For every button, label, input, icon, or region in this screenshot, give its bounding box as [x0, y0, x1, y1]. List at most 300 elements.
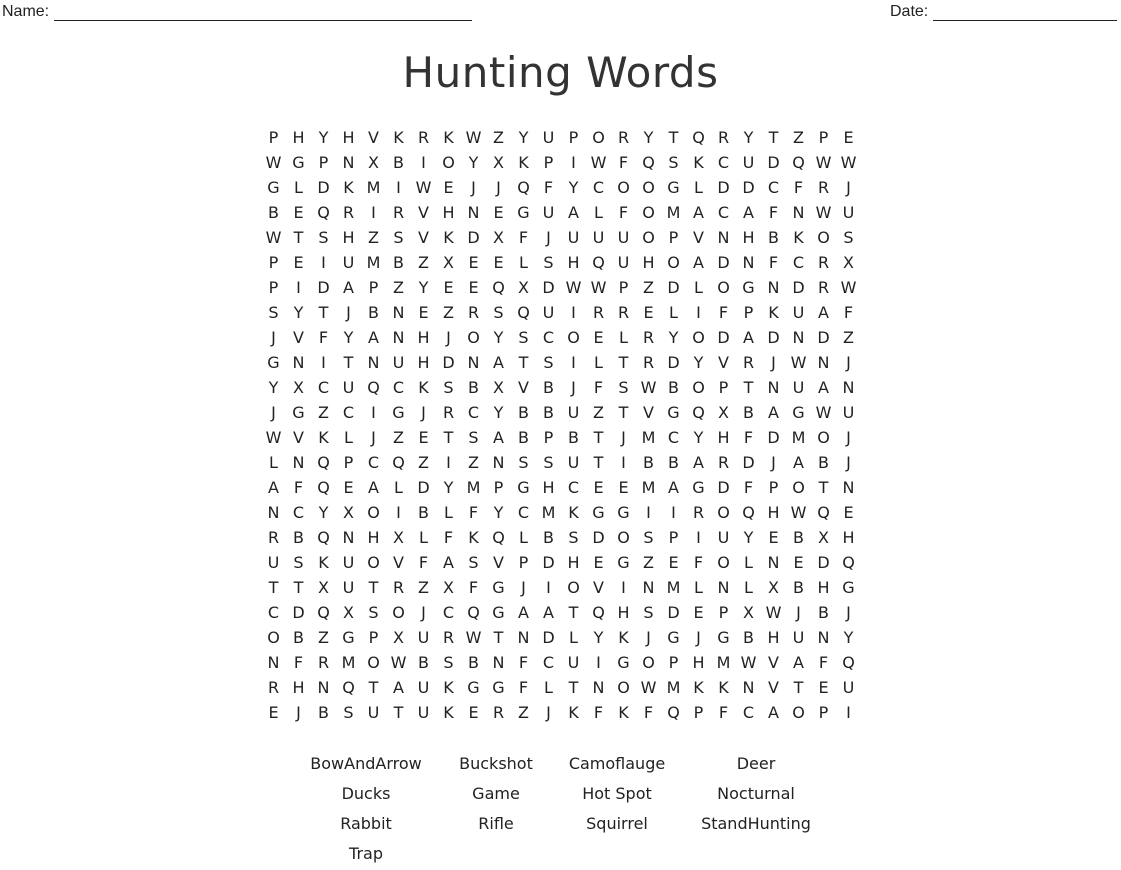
grid-letter[interactable]: S: [468, 428, 479, 447]
grid-letter[interactable]: E: [793, 553, 804, 572]
grid-letter[interactable]: U: [392, 353, 405, 372]
grid-letter[interactable]: B: [318, 703, 329, 722]
grid-letter[interactable]: J: [771, 353, 776, 372]
grid-letter[interactable]: Q: [692, 403, 705, 422]
grid-letter[interactable]: D: [742, 178, 755, 197]
grid-letter[interactable]: T: [443, 428, 454, 447]
grid-letter[interactable]: K: [768, 303, 779, 322]
grid-letter[interactable]: N: [767, 278, 780, 297]
grid-letter[interactable]: R: [442, 403, 455, 422]
grid-letter[interactable]: J: [646, 628, 651, 647]
grid-letter[interactable]: X: [493, 378, 504, 397]
grid-letter[interactable]: J: [846, 603, 851, 622]
grid-letter[interactable]: V: [518, 378, 529, 397]
grid-letter[interactable]: B: [268, 203, 279, 222]
grid-letter[interactable]: T: [518, 353, 529, 372]
grid-letter[interactable]: X: [343, 503, 354, 522]
grid-letter[interactable]: Y: [268, 378, 279, 397]
grid-letter[interactable]: N: [792, 203, 805, 222]
grid-letter[interactable]: H: [342, 128, 355, 147]
grid-letter[interactable]: W: [640, 678, 657, 697]
grid-letter[interactable]: P: [668, 653, 679, 672]
grid-letter[interactable]: F: [618, 203, 629, 222]
grid-letter[interactable]: W: [840, 153, 857, 172]
grid-letter[interactable]: O: [817, 228, 830, 247]
grid-letter[interactable]: H: [442, 203, 455, 222]
grid-letter[interactable]: C: [717, 153, 730, 172]
grid-letter[interactable]: B: [468, 653, 479, 672]
grid-letter[interactable]: N: [367, 353, 380, 372]
grid-letter[interactable]: R: [717, 128, 730, 147]
grid-letter[interactable]: R: [817, 278, 830, 297]
grid-letter[interactable]: N: [492, 653, 505, 672]
grid-letter[interactable]: F: [293, 653, 304, 672]
grid-letter[interactable]: E: [418, 303, 429, 322]
grid-letter[interactable]: S: [443, 378, 454, 397]
grid-letter[interactable]: G: [617, 503, 630, 522]
grid-letter[interactable]: N: [467, 353, 480, 372]
grid-letter[interactable]: S: [518, 328, 529, 347]
grid-letter[interactable]: D: [317, 278, 330, 297]
grid-letter[interactable]: W: [265, 228, 282, 247]
grid-letter[interactable]: N: [517, 628, 530, 647]
grid-letter[interactable]: B: [293, 528, 304, 547]
grid-letter[interactable]: I: [421, 153, 426, 172]
grid-letter[interactable]: L: [594, 203, 603, 222]
grid-letter[interactable]: I: [571, 303, 576, 322]
grid-letter[interactable]: K: [393, 128, 404, 147]
grid-letter[interactable]: L: [444, 503, 453, 522]
grid-letter[interactable]: Z: [418, 453, 429, 472]
grid-letter[interactable]: W: [590, 278, 607, 297]
grid-letter[interactable]: R: [817, 253, 830, 272]
grid-letter[interactable]: D: [817, 553, 830, 572]
grid-letter[interactable]: P: [543, 428, 554, 447]
grid-letter[interactable]: N: [742, 253, 755, 272]
grid-letter[interactable]: Q: [667, 703, 680, 722]
grid-letter[interactable]: T: [318, 303, 329, 322]
grid-letter[interactable]: O: [567, 328, 580, 347]
grid-letter[interactable]: B: [368, 303, 379, 322]
grid-letter[interactable]: A: [343, 278, 354, 297]
grid-letter[interactable]: R: [417, 128, 430, 147]
grid-letter[interactable]: E: [493, 253, 504, 272]
grid-letter[interactable]: D: [667, 603, 680, 622]
date-blank-line[interactable]: [933, 4, 1117, 21]
grid-letter[interactable]: U: [792, 303, 805, 322]
grid-letter[interactable]: N: [842, 478, 855, 497]
grid-letter[interactable]: A: [268, 478, 279, 497]
grid-letter[interactable]: V: [768, 653, 779, 672]
grid-letter[interactable]: U: [367, 703, 380, 722]
grid-letter[interactable]: S: [318, 228, 329, 247]
grid-letter[interactable]: Y: [693, 428, 704, 447]
grid-letter[interactable]: B: [418, 653, 429, 672]
grid-letter[interactable]: R: [592, 303, 605, 322]
grid-letter[interactable]: Y: [643, 128, 654, 147]
grid-letter[interactable]: Z: [393, 278, 404, 297]
grid-letter[interactable]: K: [443, 703, 454, 722]
grid-letter[interactable]: B: [743, 403, 754, 422]
grid-letter[interactable]: V: [593, 578, 604, 597]
grid-letter[interactable]: K: [568, 503, 579, 522]
grid-letter[interactable]: K: [443, 678, 454, 697]
grid-letter[interactable]: P: [618, 278, 629, 297]
grid-letter[interactable]: S: [468, 553, 479, 572]
grid-letter[interactable]: M: [366, 253, 381, 272]
grid-letter[interactable]: A: [693, 203, 704, 222]
grid-letter[interactable]: H: [767, 628, 780, 647]
grid-letter[interactable]: W: [840, 278, 857, 297]
grid-letter[interactable]: L: [594, 353, 603, 372]
grid-letter[interactable]: I: [371, 203, 376, 222]
grid-letter[interactable]: Y: [443, 478, 454, 497]
grid-letter[interactable]: C: [742, 703, 755, 722]
grid-letter[interactable]: J: [521, 578, 526, 597]
grid-letter[interactable]: E: [843, 128, 854, 147]
grid-letter[interactable]: G: [667, 628, 680, 647]
grid-letter[interactable]: C: [292, 503, 305, 522]
grid-letter[interactable]: D: [667, 353, 680, 372]
grid-letter[interactable]: C: [567, 478, 580, 497]
grid-letter[interactable]: A: [768, 703, 779, 722]
grid-letter[interactable]: S: [643, 603, 654, 622]
grid-letter[interactable]: U: [342, 253, 355, 272]
grid-letter[interactable]: Q: [392, 453, 405, 472]
grid-letter[interactable]: Z: [418, 253, 429, 272]
grid-letter[interactable]: E: [293, 253, 304, 272]
grid-letter[interactable]: T: [793, 678, 804, 697]
grid-letter[interactable]: R: [642, 353, 655, 372]
grid-letter[interactable]: D: [467, 228, 480, 247]
grid-letter[interactable]: J: [446, 328, 451, 347]
grid-letter[interactable]: P: [568, 128, 579, 147]
grid-letter[interactable]: J: [271, 328, 276, 347]
grid-letter[interactable]: D: [717, 178, 730, 197]
grid-letter[interactable]: R: [817, 178, 830, 197]
grid-letter[interactable]: T: [368, 578, 379, 597]
grid-letter[interactable]: E: [418, 428, 429, 447]
grid-letter[interactable]: C: [517, 503, 530, 522]
grid-letter[interactable]: A: [743, 203, 754, 222]
grid-letter[interactable]: K: [343, 178, 354, 197]
grid-letter[interactable]: U: [342, 553, 355, 572]
grid-letter[interactable]: F: [518, 653, 529, 672]
grid-letter[interactable]: A: [668, 478, 679, 497]
grid-letter[interactable]: B: [543, 403, 554, 422]
grid-letter[interactable]: B: [468, 378, 479, 397]
grid-letter[interactable]: N: [292, 453, 305, 472]
grid-letter[interactable]: Q: [592, 253, 605, 272]
grid-letter[interactable]: C: [367, 453, 380, 472]
grid-letter[interactable]: N: [767, 553, 780, 572]
grid-letter[interactable]: F: [518, 228, 529, 247]
grid-letter[interactable]: H: [842, 528, 855, 547]
grid-letter[interactable]: A: [793, 653, 804, 672]
grid-letter[interactable]: F: [593, 378, 604, 397]
grid-letter[interactable]: E: [618, 478, 629, 497]
grid-letter[interactable]: X: [818, 528, 829, 547]
grid-letter[interactable]: B: [518, 428, 529, 447]
grid-letter[interactable]: J: [846, 178, 851, 197]
grid-letter[interactable]: N: [492, 453, 505, 472]
grid-letter[interactable]: F: [293, 478, 304, 497]
grid-letter[interactable]: E: [268, 703, 279, 722]
grid-letter[interactable]: M: [666, 678, 681, 697]
grid-letter[interactable]: B: [768, 228, 779, 247]
grid-letter[interactable]: S: [543, 453, 554, 472]
grid-letter[interactable]: X: [443, 253, 454, 272]
grid-letter[interactable]: M: [666, 578, 681, 597]
grid-letter[interactable]: I: [396, 178, 401, 197]
grid-letter[interactable]: T: [568, 678, 579, 697]
grid-letter[interactable]: N: [767, 378, 780, 397]
grid-letter[interactable]: Q: [317, 603, 330, 622]
grid-letter[interactable]: E: [693, 603, 704, 622]
grid-letter[interactable]: A: [368, 478, 379, 497]
grid-letter[interactable]: M: [716, 653, 731, 672]
grid-letter[interactable]: A: [518, 603, 529, 622]
grid-letter[interactable]: P: [668, 528, 679, 547]
grid-letter[interactable]: U: [342, 578, 355, 597]
grid-letter[interactable]: W: [590, 153, 607, 172]
grid-letter[interactable]: F: [768, 253, 779, 272]
grid-letter[interactable]: K: [443, 128, 454, 147]
grid-letter[interactable]: J: [471, 178, 476, 197]
grid-letter[interactable]: I: [671, 503, 676, 522]
grid-letter[interactable]: T: [668, 128, 679, 147]
grid-letter[interactable]: Z: [468, 453, 479, 472]
grid-letter[interactable]: Y: [743, 128, 754, 147]
grid-letter[interactable]: O: [617, 678, 630, 697]
grid-letter[interactable]: T: [593, 453, 604, 472]
grid-letter[interactable]: D: [742, 453, 755, 472]
grid-letter[interactable]: Z: [318, 403, 329, 422]
grid-letter[interactable]: B: [643, 453, 654, 472]
grid-letter[interactable]: O: [467, 328, 480, 347]
grid-letter[interactable]: M: [341, 653, 356, 672]
grid-letter[interactable]: U: [792, 378, 805, 397]
grid-letter[interactable]: Y: [668, 328, 679, 347]
grid-letter[interactable]: T: [743, 378, 754, 397]
grid-letter[interactable]: I: [696, 303, 701, 322]
grid-letter[interactable]: G: [467, 678, 480, 697]
grid-letter[interactable]: K: [318, 428, 329, 447]
grid-letter[interactable]: K: [568, 703, 579, 722]
grid-letter[interactable]: F: [743, 478, 754, 497]
grid-letter[interactable]: X: [368, 153, 379, 172]
grid-letter[interactable]: L: [519, 528, 528, 547]
grid-letter[interactable]: T: [268, 578, 279, 597]
grid-letter[interactable]: L: [544, 678, 553, 697]
grid-letter[interactable]: U: [842, 403, 855, 422]
grid-letter[interactable]: G: [267, 353, 280, 372]
grid-letter[interactable]: H: [342, 228, 355, 247]
grid-letter[interactable]: M: [541, 503, 556, 522]
grid-letter[interactable]: D: [317, 178, 330, 197]
grid-letter[interactable]: Q: [592, 603, 605, 622]
grid-letter[interactable]: U: [792, 628, 805, 647]
grid-letter[interactable]: K: [418, 378, 429, 397]
grid-letter[interactable]: B: [793, 578, 804, 597]
grid-letter[interactable]: N: [717, 578, 730, 597]
grid-letter[interactable]: H: [642, 253, 655, 272]
grid-letter[interactable]: E: [593, 478, 604, 497]
grid-letter[interactable]: E: [468, 703, 479, 722]
grid-letter[interactable]: C: [667, 428, 680, 447]
grid-letter[interactable]: S: [668, 153, 679, 172]
grid-letter[interactable]: W: [265, 428, 282, 447]
grid-letter[interactable]: I: [396, 503, 401, 522]
grid-letter[interactable]: U: [417, 628, 430, 647]
grid-letter[interactable]: P: [718, 603, 729, 622]
grid-letter[interactable]: F: [468, 503, 479, 522]
grid-letter[interactable]: X: [768, 578, 779, 597]
grid-letter[interactable]: P: [818, 703, 829, 722]
grid-letter[interactable]: D: [817, 328, 830, 347]
grid-letter[interactable]: K: [318, 553, 329, 572]
grid-letter[interactable]: E: [443, 178, 454, 197]
grid-letter[interactable]: A: [393, 678, 404, 697]
grid-letter[interactable]: R: [492, 703, 505, 722]
grid-letter[interactable]: C: [767, 178, 780, 197]
grid-letter[interactable]: E: [643, 303, 654, 322]
grid-letter[interactable]: W: [740, 653, 757, 672]
grid-letter[interactable]: W: [765, 603, 782, 622]
grid-letter[interactable]: Z: [643, 553, 654, 572]
grid-letter[interactable]: X: [443, 578, 454, 597]
grid-letter[interactable]: Y: [418, 278, 429, 297]
grid-letter[interactable]: Y: [693, 353, 704, 372]
grid-letter[interactable]: K: [693, 153, 704, 172]
grid-letter[interactable]: R: [467, 303, 480, 322]
grid-letter[interactable]: I: [371, 403, 376, 422]
grid-letter[interactable]: I: [696, 528, 701, 547]
grid-letter[interactable]: O: [367, 653, 380, 672]
grid-letter[interactable]: U: [567, 653, 580, 672]
grid-letter[interactable]: N: [317, 678, 330, 697]
grid-letter[interactable]: W: [565, 278, 582, 297]
grid-letter[interactable]: G: [742, 278, 755, 297]
grid-letter[interactable]: A: [443, 553, 454, 572]
grid-letter[interactable]: H: [417, 353, 430, 372]
grid-letter[interactable]: L: [669, 303, 678, 322]
grid-letter[interactable]: S: [643, 528, 654, 547]
grid-letter[interactable]: H: [417, 328, 430, 347]
grid-letter[interactable]: A: [568, 203, 579, 222]
grid-letter[interactable]: S: [368, 603, 379, 622]
grid-letter[interactable]: Z: [393, 428, 404, 447]
grid-letter[interactable]: A: [818, 303, 829, 322]
grid-letter[interactable]: X: [393, 628, 404, 647]
grid-letter[interactable]: K: [468, 528, 479, 547]
grid-letter[interactable]: P: [693, 703, 704, 722]
grid-letter[interactable]: U: [267, 553, 280, 572]
grid-letter[interactable]: O: [792, 703, 805, 722]
grid-letter[interactable]: P: [268, 253, 279, 272]
grid-letter[interactable]: U: [417, 678, 430, 697]
grid-letter[interactable]: Z: [493, 128, 504, 147]
grid-letter[interactable]: G: [492, 678, 505, 697]
grid-letter[interactable]: T: [768, 128, 779, 147]
grid-letter[interactable]: S: [518, 453, 529, 472]
grid-letter[interactable]: U: [542, 203, 555, 222]
grid-letter[interactable]: G: [842, 578, 855, 597]
grid-letter[interactable]: Q: [692, 128, 705, 147]
grid-letter[interactable]: X: [393, 528, 404, 547]
grid-letter[interactable]: F: [443, 528, 454, 547]
grid-letter[interactable]: D: [592, 528, 605, 547]
grid-letter[interactable]: D: [717, 253, 730, 272]
grid-letter[interactable]: C: [542, 653, 555, 672]
grid-letter[interactable]: W: [815, 153, 832, 172]
grid-letter[interactable]: B: [518, 403, 529, 422]
grid-letter[interactable]: F: [618, 153, 629, 172]
grid-letter[interactable]: R: [742, 353, 755, 372]
grid-letter[interactable]: C: [592, 178, 605, 197]
grid-letter[interactable]: N: [467, 203, 480, 222]
grid-letter[interactable]: J: [421, 403, 426, 422]
grid-letter[interactable]: B: [818, 453, 829, 472]
grid-letter[interactable]: I: [571, 153, 576, 172]
grid-letter[interactable]: P: [718, 378, 729, 397]
grid-letter[interactable]: P: [368, 278, 379, 297]
grid-letter[interactable]: E: [768, 528, 779, 547]
grid-letter[interactable]: F: [318, 328, 329, 347]
grid-letter[interactable]: O: [817, 428, 830, 447]
grid-letter[interactable]: X: [293, 378, 304, 397]
grid-letter[interactable]: S: [443, 653, 454, 672]
grid-letter[interactable]: H: [367, 528, 380, 547]
grid-letter[interactable]: V: [293, 428, 304, 447]
grid-letter[interactable]: B: [543, 528, 554, 547]
grid-letter[interactable]: B: [793, 528, 804, 547]
grid-letter[interactable]: R: [717, 453, 730, 472]
grid-letter[interactable]: G: [292, 403, 305, 422]
grid-letter[interactable]: Y: [343, 328, 354, 347]
grid-letter[interactable]: Q: [792, 153, 805, 172]
grid-letter[interactable]: X: [518, 278, 529, 297]
grid-letter[interactable]: Q: [317, 528, 330, 547]
grid-letter[interactable]: T: [818, 478, 829, 497]
grid-letter[interactable]: Q: [492, 528, 505, 547]
grid-letter[interactable]: B: [818, 603, 829, 622]
grid-letter[interactable]: R: [267, 678, 280, 697]
grid-letter[interactable]: F: [743, 428, 754, 447]
grid-letter[interactable]: V: [643, 403, 654, 422]
grid-letter[interactable]: G: [517, 478, 530, 497]
grid-letter[interactable]: G: [792, 403, 805, 422]
grid-letter[interactable]: F: [793, 178, 804, 197]
grid-letter[interactable]: N: [817, 628, 830, 647]
grid-letter[interactable]: M: [666, 203, 681, 222]
grid-letter[interactable]: B: [743, 628, 754, 647]
grid-letter[interactable]: X: [318, 578, 329, 597]
grid-letter[interactable]: O: [667, 253, 680, 272]
grid-letter[interactable]: W: [790, 503, 807, 522]
grid-letter[interactable]: N: [642, 578, 655, 597]
grid-letter[interactable]: I: [646, 503, 651, 522]
grid-letter[interactable]: B: [393, 253, 404, 272]
grid-letter[interactable]: Y: [593, 628, 604, 647]
grid-letter[interactable]: U: [842, 678, 855, 697]
grid-letter[interactable]: S: [393, 228, 404, 247]
grid-letter[interactable]: H: [692, 653, 705, 672]
grid-letter[interactable]: W: [415, 178, 432, 197]
grid-letter[interactable]: L: [344, 428, 353, 447]
grid-letter[interactable]: I: [321, 353, 326, 372]
grid-letter[interactable]: A: [693, 253, 704, 272]
